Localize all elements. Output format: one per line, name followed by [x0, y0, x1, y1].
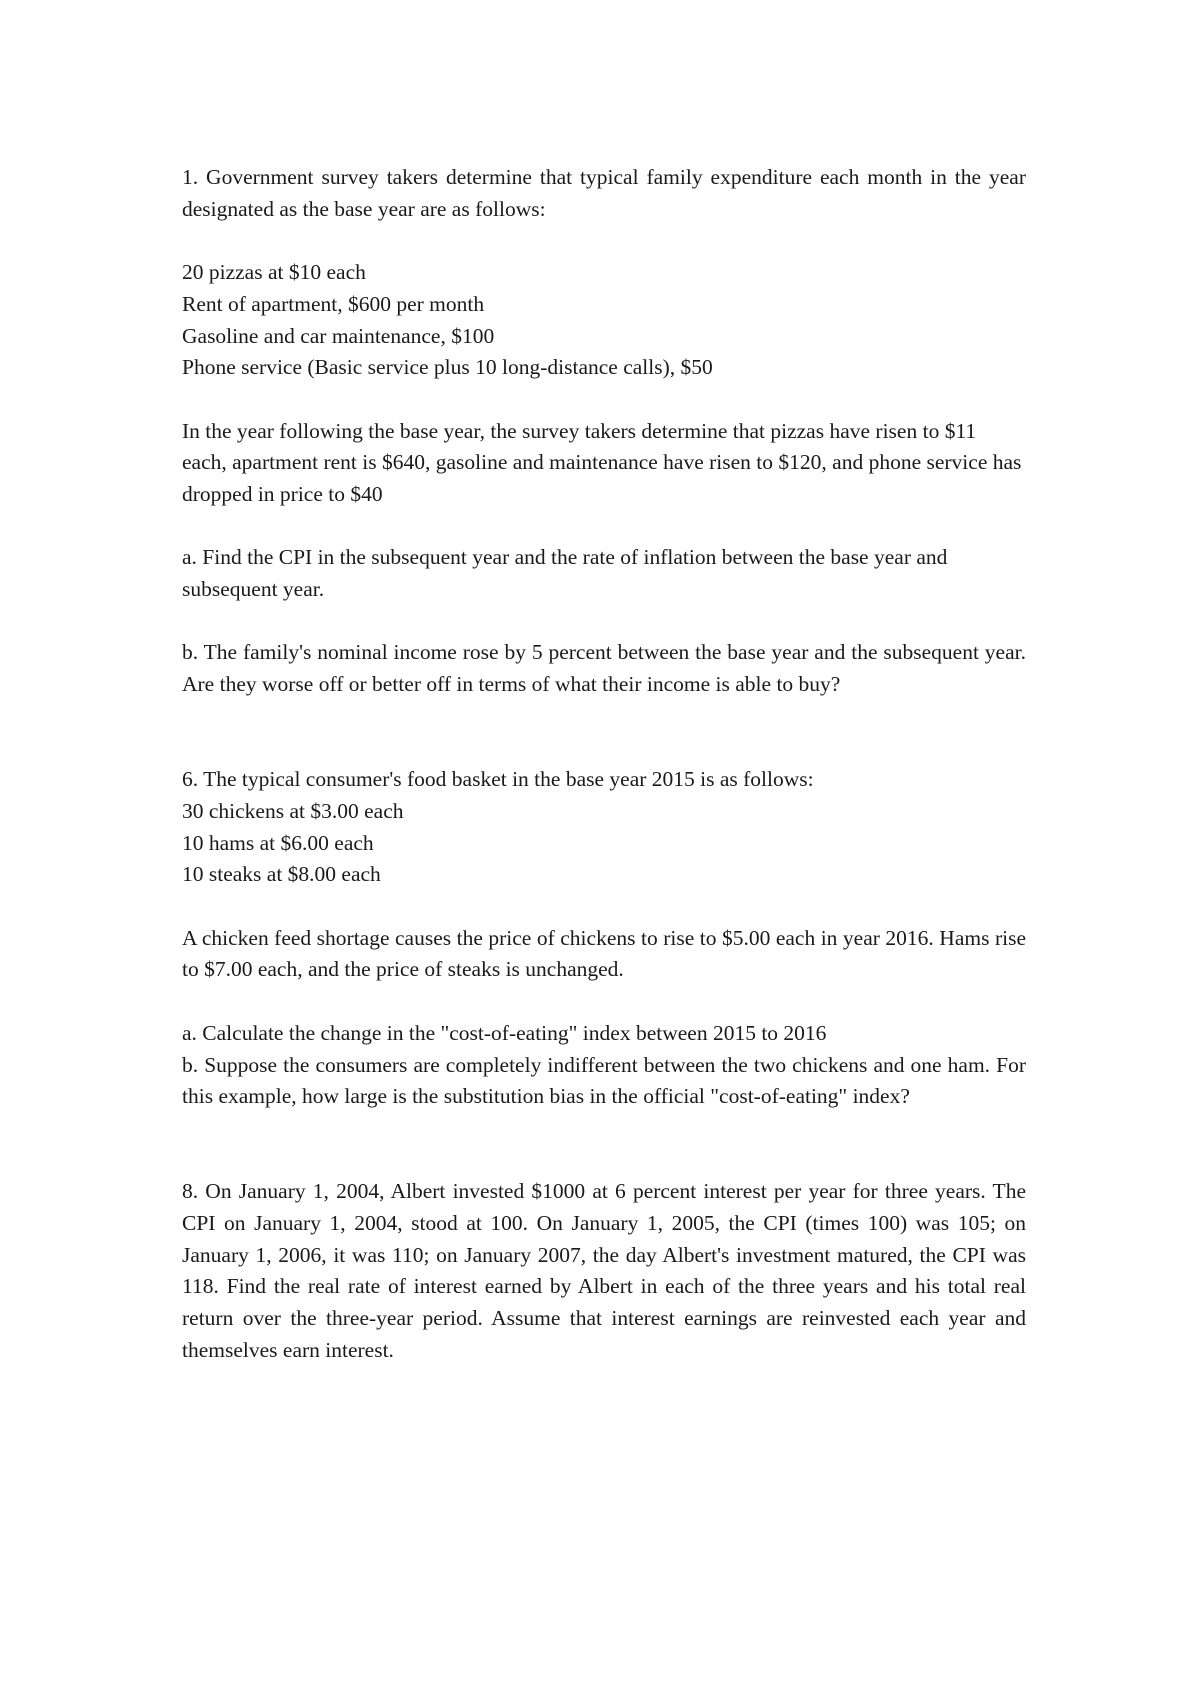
q1-item-rent: Rent of apartment, $600 per month [182, 291, 485, 316]
q6-followup: A chicken feed shortage causes the price of chickens to rise to $5.00 each in year 2016. Hams rise to $7.00 each, and the price of steaks is unchanged. [182, 925, 1026, 982]
spacer [182, 606, 1026, 638]
q1-followup: In the year following the base year, the survey takers determine that pizzas have risen to $11 each, apartment rent is $640, gasoline and maintenance have risen to $120, and phone service has dropped in price to $40 [182, 418, 1022, 506]
q1-part-b: b. The family's nominal income rose by 5 percent between the base year and the subsequent year. Are they worse off or better off in terms of what their income is able to buy? [182, 640, 1026, 697]
q1-item-pizzas: 20 pizzas at $10 each [182, 260, 366, 285]
q8-text: 8. On January 1, 2004, Albert invested $1000 at 6 percent interest per year for three years. The CPI on January 1, 2004, stood at 100. On January 1, 2005, the CPI (times 100) was 105; on January 1, 2006, it was 110; on January 2007, the day Albert's investment matured, the CPI was 118. Find the real rate of interest earned by Albert in each of the three years and his total real return over the three-year period. Assume that interest earnings are reinvested each year and themselves earn interest. [182, 1179, 1026, 1362]
spacer [182, 384, 1026, 416]
q1-item-gasoline: Gasoline and car maintenance, $100 [182, 323, 495, 348]
q6-part-b: b. Suppose the consumers are completely indifferent between the two chickens and one ham. For this example, how large is the substitution bias in the official "cost-of-eating" index? [182, 1052, 1026, 1109]
spacer [182, 986, 1026, 1018]
spacer [182, 1113, 1026, 1176]
document-page [182, 162, 1026, 1367]
spacer [182, 891, 1026, 923]
q6-item-steaks: 10 steaks at $8.00 each [182, 862, 381, 887]
q6-intro: 6. The typical consumer's food basket in the base year 2015 is as follows: [182, 767, 814, 792]
spacer [182, 701, 1026, 764]
q1-item-phone: Phone service (Basic service plus 10 long-distance calls), $50 [182, 355, 713, 380]
q1-intro: 1. Government survey takers determine that typical family expenditure each month in the year designated as the base year are as follows: [182, 165, 1026, 221]
spacer [182, 225, 1026, 257]
q6-item-chickens: 30 chickens at $3.00 each [182, 798, 404, 823]
q1-part-a: a. Find the CPI in the subsequent year and the rate of inflation between the base year and subsequent year. [182, 545, 948, 602]
q6-part-a: a. Calculate the change in the "cost-of-eating" index between 2015 to 2016 [182, 1020, 827, 1045]
q6-item-hams: 10 hams at $6.00 each [182, 830, 374, 855]
spacer [182, 511, 1026, 543]
